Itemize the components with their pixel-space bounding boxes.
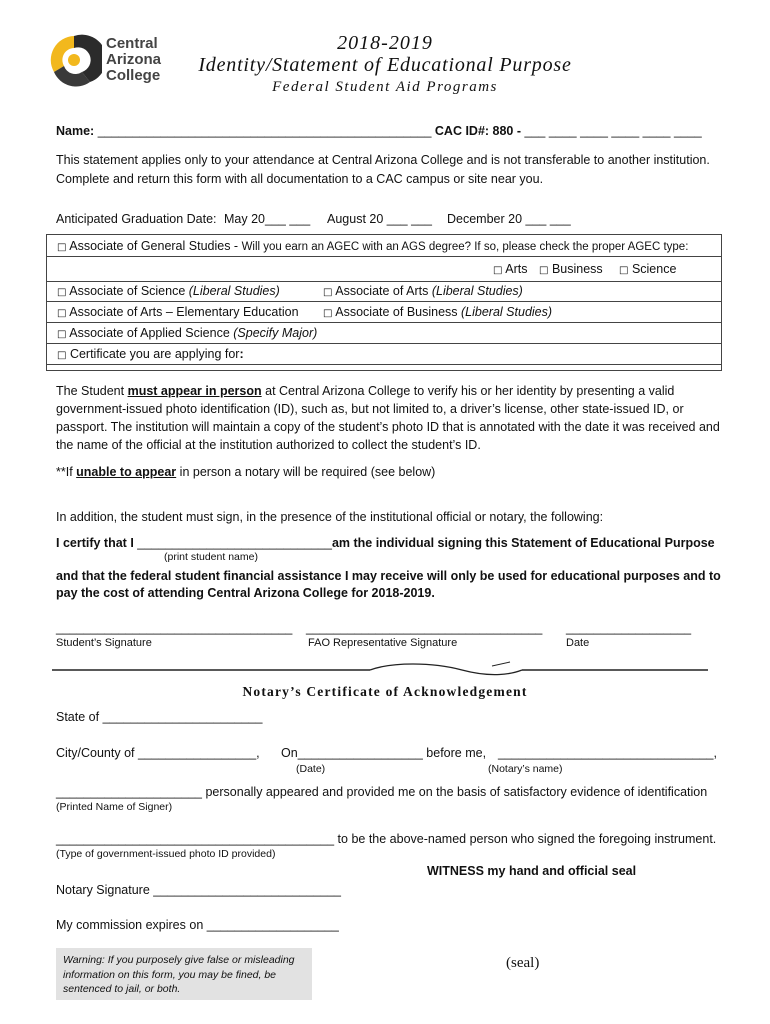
notary-required-note: **If unable to appear in person a notary will be required (see below) <box>56 465 436 479</box>
signer-name-field[interactable]: _____________________ <box>56 785 202 799</box>
degree-row-applied <box>47 323 721 344</box>
checkbox-icon[interactable]: □ <box>323 287 333 298</box>
state-field[interactable]: _______________________ <box>102 710 263 724</box>
warning-line-1: Warning: If you purposely give false or misleading <box>63 954 295 966</box>
checkbox-icon[interactable]: □ <box>57 308 67 319</box>
on-date-field[interactable]: __________________ before me, <box>297 746 487 760</box>
certificate-option[interactable]: □ Certificate you are applying for: <box>57 347 244 361</box>
degree-row-certificate <box>47 344 721 365</box>
checkbox-icon[interactable]: □ <box>57 329 67 340</box>
name-field[interactable]: ________________________________________________ <box>97 124 432 138</box>
warning-line-3: sentenced to jail, or both. <box>63 983 181 995</box>
cac-id-label: CAC ID#: 880 - <box>434 124 525 138</box>
checkbox-icon[interactable]: □ <box>57 287 67 298</box>
notary-signature-row: Notary Signature ___________________________ <box>56 883 341 897</box>
student-signature-label: Student’s Signature <box>56 637 152 649</box>
cac-id-field[interactable]: ___ ____ ____ ____ ____ ____ <box>524 124 702 138</box>
as-liberal-option[interactable]: □ Associate of Science (Liberal Studies) <box>57 284 280 298</box>
agec-science-option[interactable]: □ Science <box>619 262 677 276</box>
checkbox-icon[interactable]: □ <box>57 242 67 253</box>
print-name-field[interactable]: ____________________________ <box>137 536 332 550</box>
commission-row: My commission expires on ___________________ <box>56 918 339 932</box>
graduation-august[interactable]: August 20 ___ ___ <box>327 212 432 226</box>
logo-wordmark: Central Arizona College <box>106 35 162 84</box>
identity-line-4: the name of the official at the institution authorized to collect the student’s ID. <box>56 438 481 452</box>
ab-liberal-option[interactable]: □ Associate of Business (Liberal Studies) <box>323 305 553 319</box>
id-type-field[interactable]: ________________________________________ <box>56 832 335 846</box>
degree-row-ags <box>47 235 721 257</box>
graduation-label: Anticipated Graduation Date: <box>56 212 217 226</box>
section-divider <box>52 660 712 680</box>
form-subtitle: Federal Student Aid Programs <box>272 79 498 95</box>
identity-line-2: government-issued photo identification (ID), such as, but not limited to, a driver’s license, other state-issued ID, or <box>56 402 684 416</box>
graduation-may[interactable]: May 20___ ___ <box>224 212 311 226</box>
warning-line-2: information on this form, you may be fined, be <box>63 968 277 981</box>
agec-business-option[interactable]: □ Business <box>539 262 603 276</box>
date-note: (Date) <box>296 763 326 775</box>
checkbox-icon[interactable]: □ <box>493 265 503 276</box>
signer-note: (Printed Name of Signer) <box>56 801 173 813</box>
logo-mark-icon <box>46 32 102 92</box>
must-appear-emphasis: must appear in person <box>127 384 262 398</box>
notary-name-note: (Notary’s name) <box>488 763 563 775</box>
city-row: City/County of _________________, <box>56 746 260 760</box>
aas-option[interactable]: □ Associate of Applied Science (Specify Major) <box>57 326 318 340</box>
intro-line-2: Complete and return this form with all documentation to a CAC campus or site near you. <box>56 172 544 186</box>
id-type-row: ________________________________________ to be the above-named person who signed the foregoing instrument. <box>56 832 717 846</box>
fao-signature-label: FAO Representative Signature <box>308 637 458 649</box>
id-type-note: (Type of government-issued photo ID provided) <box>56 848 276 860</box>
state-row: State of _______________________ <box>56 710 263 724</box>
commission-expires-field[interactable]: ___________________ <box>206 918 339 932</box>
name-row <box>56 124 702 138</box>
form-title: Identity/Statement of Educational Purpose <box>198 54 572 76</box>
ags-option[interactable]: □ Associate of General Studies - Will you earn an AGEC with an AGS degree? If so, please check the proper AGEC type: <box>57 239 689 253</box>
city-field[interactable]: _________________, <box>137 746 260 760</box>
agec-arts-option[interactable]: □ Arts <box>493 262 528 276</box>
degree-row-agec <box>47 257 721 281</box>
notary-title: Notary’s Certificate of Acknowledgement <box>242 684 528 699</box>
warning-box <box>56 948 312 1000</box>
form-year: 2018-2019 <box>337 32 433 54</box>
identity-line-1: The Student must appear in person at Central Arizona College to verify his or her identity by presenting a valid <box>56 384 675 398</box>
student-signature-line[interactable]: __________________________________ <box>56 621 293 635</box>
intro-line-1: This statement applies only to your attendance at Central Arizona College and is not transferable to another institution. <box>56 153 710 167</box>
aa-elementary-option[interactable]: □ Associate of Arts – Elementary Education <box>57 305 299 319</box>
checkbox-icon[interactable]: □ <box>539 265 549 276</box>
notary-signature-field[interactable]: ___________________________ <box>153 883 341 897</box>
notary-name-field[interactable]: _______________________________, <box>498 746 717 760</box>
print-name-note: (print student name) <box>164 551 258 563</box>
certify-line: I certify that I ____________________________am the individual signing this Statement of Educational Purpose <box>56 536 715 550</box>
seal-label: (seal) <box>506 955 540 971</box>
certify-intro: In addition, the student must sign, in the presence of the institutional official or notary, the following: <box>56 510 604 524</box>
fao-signature-line[interactable]: __________________________________ <box>306 621 543 635</box>
aa-liberal-option[interactable]: □ Associate of Arts (Liberal Studies) <box>323 284 523 298</box>
certify-statement-1: and that the federal student financial assistance I may receive will only be used for educational purposes and to <box>56 569 721 583</box>
college-logo <box>46 32 182 94</box>
degree-row-elem-business <box>47 302 721 323</box>
degree-row-science-arts <box>47 281 721 302</box>
name-label: Name: <box>56 124 95 138</box>
checkbox-icon[interactable]: □ <box>619 265 629 276</box>
unable-to-appear-emphasis: unable to appear <box>76 465 177 479</box>
witness-text: WITNESS my hand and official seal <box>427 864 637 878</box>
date-signature-line[interactable]: __________________ <box>566 621 692 635</box>
degree-table <box>46 234 722 371</box>
date-label: Date <box>566 637 590 649</box>
agec-question: Will you earn an AGEC with an AGS degree? If so, please check the proper AGEC type: <box>241 241 689 253</box>
checkbox-icon[interactable]: □ <box>323 308 333 319</box>
certify-statement-2: pay the cost of attending Central Arizona College for 2018-2019. <box>56 586 435 600</box>
on-date-row: On__________________ before me, <box>281 746 487 760</box>
graduation-december[interactable]: December 20 ___ ___ <box>447 212 571 226</box>
signer-row: _____________________ personally appeared and provided me on the basis of satisfactory evidence of identification <box>56 785 708 799</box>
identity-line-3: passport. The institution will maintain a copy of the student’s photo ID that is annotated with the date it was received and <box>56 420 720 434</box>
checkbox-icon[interactable]: □ <box>57 350 67 361</box>
